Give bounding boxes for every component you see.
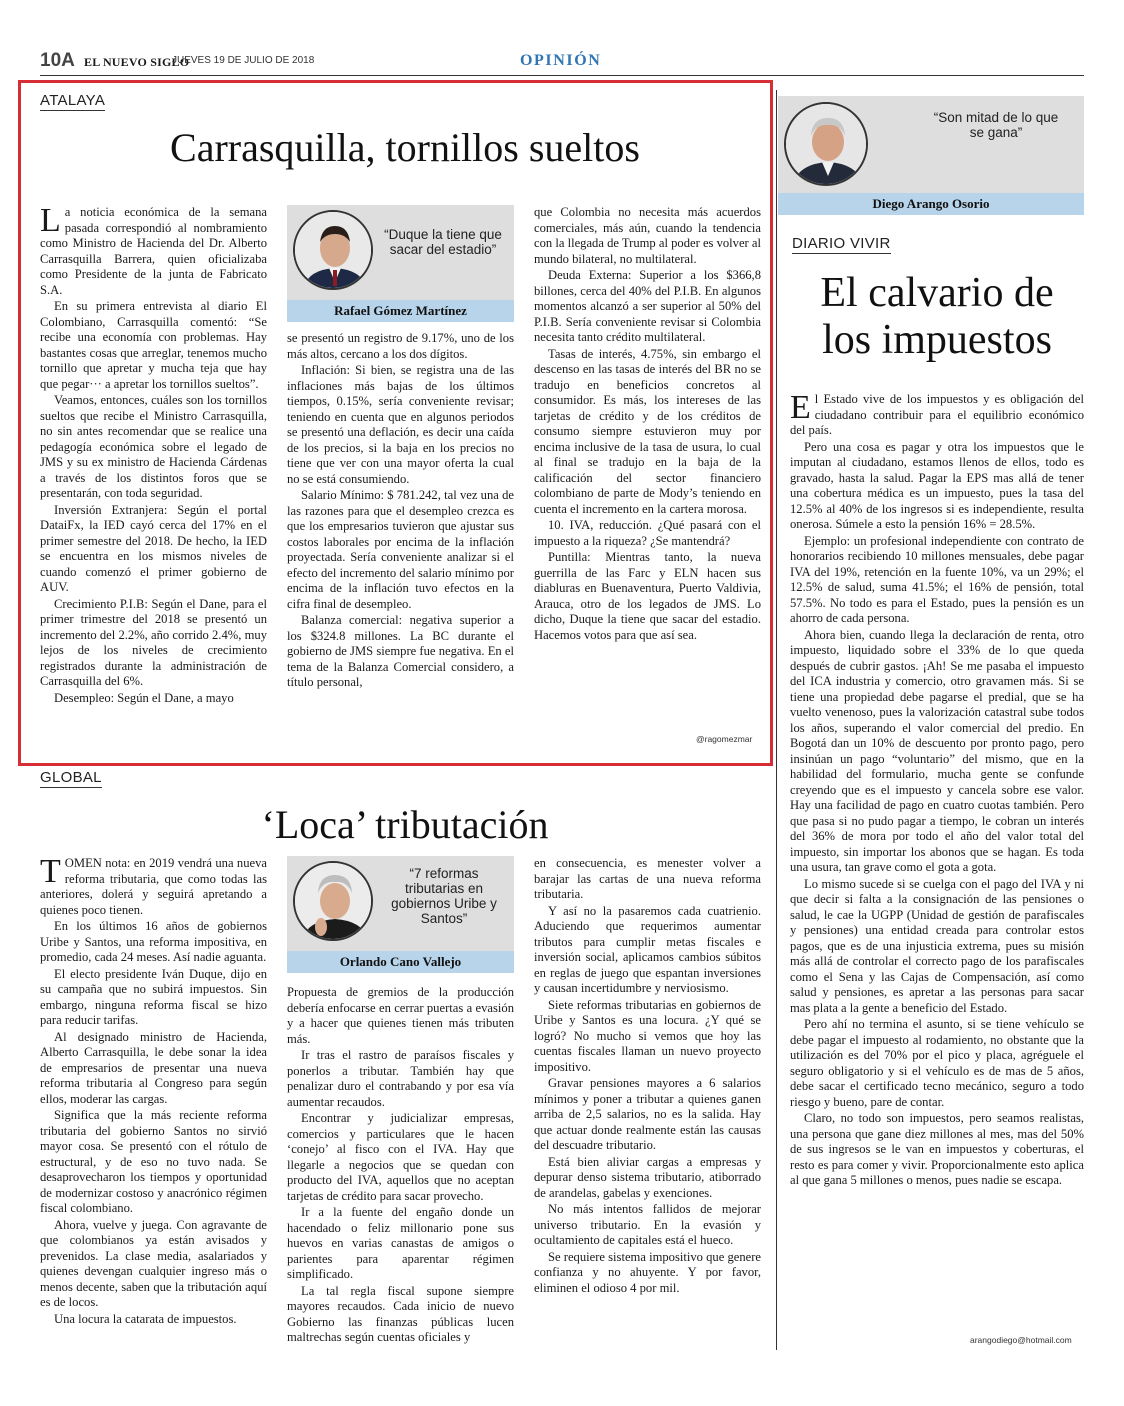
author-photo [293, 861, 373, 941]
paragraph: El electo presidente Iván Duque, dijo en su campaña que no subirá impuestos. Sin embargo, ninguna reforma fiscal se hizo para reducir tarifas. [40, 966, 267, 1027]
paragraph: 10. IVA, reducción. ¿Qué pasará con el impuesto a la riqueza? ¿Se mantendrá? [534, 518, 761, 548]
author-photo [784, 102, 868, 186]
author-email: arangodiego@hotmail.com [970, 1335, 1072, 1345]
paragraph: Veamos, entonces, cuáles son los tornillos sueltos que recibe el Ministro Carrasquilla, no sin antes recomendar que se realice una pedagogía económica sobre el legado de JMS y su ex ministro de Hacienda Cárdenas a través de los distintos foros que se presentarán, con toda seguridad. [40, 393, 267, 500]
paragraph: El Estado vive de los impuestos y es obligación del ciudadano contribuir para el equilibrio económico del país. [790, 389, 1084, 437]
author-quote: “7 reformas tributarias en gobiernos Uribe y Santos” [391, 866, 497, 926]
paragraph: Ir a la fuente del engaño donde un hacendado o feliz millonario pone sus huevos en varias canastas de amigos o parientes para aparentar régimen simplificado. [287, 1205, 514, 1281]
paragraph: Tasas de interés, 4.75%, sin embargo el descenso en las tasas de interés del BR no se tradujo en beneficios concretos al consumidor. Es más, los intereses de las tarjetas de crédito y de los créditos de consumo siempre estuvieron muy por encima inclusive de la tasa de usura, lo cual al final se tradujo en la baja de la calificación del sector financiero colombiano de parte de Mody’s teniendo en cuenta el incremento en la cartera morosa. [534, 346, 761, 516]
issue-date: JUEVES 19 DE JULIO DE 2018 [172, 55, 315, 66]
page-number: 10A [40, 50, 75, 71]
atalaya-kicker: ATALAYA [40, 92, 106, 109]
diario-author-box [778, 96, 1084, 215]
author-quote: “Duque la tiene que sacar del estadio” [384, 227, 502, 257]
paragraph: Lo mismo sucede si se cuelga con el pago del IVA y ni que decir si falta a la consignación de las pensiones o salud, le cae la UGPP (Unidad de gestión de parafiscales y pensiones) una entidad creada para controlar estos pagos, que es de una injusticia extrema, pues su misión más allá de controlar el correcto pago de los parafiscales como el Sena y las Cajas de Compensación, así como salud y pensiones, es apretar a las personas para sacar mas plata a la gente a beneficio del Estado. [790, 876, 1084, 1015]
global-author-box [287, 856, 514, 973]
paragraph: Al designado ministro de Hacienda, Alberto Carrasquilla, le debe sonar la idea de empresarios de presentar una nueva reforma tributaria al Congreso para según ellos, moderar las cargas. [40, 1029, 267, 1106]
global-kicker: GLOBAL [40, 769, 102, 786]
newspaper-name: EL NUEVO SIGLO [84, 55, 190, 69]
paragraph: Ir tras el rastro de paraísos fiscales y ponerlos a tributar. También hay que penalizar duro el contrabando y por esa vía aumentar recaudos. [287, 1048, 514, 1109]
headline-line: El calvario de [820, 270, 1054, 316]
global-column-1 [40, 853, 267, 1328]
diario-kicker: DIARIO VIVIR [792, 235, 891, 252]
paragraph: Encontrar y judicializar empresas, comercios y particulares que le hacen ‘conejo’ al fisco con el IVA. Hay que llegarle a negocios que se quedan con producto del IVA, aquellos que no aceptan tarjetas de crédito para sacar provecho. [287, 1111, 514, 1203]
paragraph: que Colombia no necesita más acuerdos comerciales, más aún, cuando la tendencia con la llegada de Trump al poder es volver al mundo bilateral, no multilateral. [534, 205, 761, 266]
paragraph: Pero ahí no termina el asunto, si se tiene vehículo se debe pagar el impuesto al rodamiento, no obstante que la utilización es del 70% por el pico y placa, agréguele el seguro obligatorio y si el vehículo es de mas de 5 años, debe sacar el certificado tecno mecánico, seguro a todo riesgo y bueno, pare de contar. [790, 1017, 1084, 1109]
diario-headline [790, 270, 1084, 364]
paragraph: La noticia económica de la semana pasada correspondió al nombramiento como Ministro de Hacienda del Dr. Alberto Carrasquilla Barrera, quien oficializaba como Presidente de la junta de Fabricato S.A. [40, 202, 267, 297]
author-photo [293, 210, 373, 290]
drop-cap: L [40, 202, 61, 239]
atalaya-column-2 [287, 331, 514, 692]
paragraph: Significa que la más reciente reforma tributaria del gobierno Santos no sirvió mayor cosa. Se presentó con el rótulo de estructural, y de eso no tuvo nada. Se desaprovecharon los tiempos y oportunidad de modernizar costoso y anacrónico régimen fiscal colombiano. [40, 1108, 267, 1215]
atalaya-column-1 [40, 202, 267, 707]
paragraph: Gravar pensiones mayores a 6 salarios mínimos y poner a tributar a quienes ganen arriba de 2,5 salarios, no es la salida. Hay que actuar donde realmente están las causas del descuadre tributario. [534, 1076, 761, 1152]
paragraph: Pero una cosa es pagar y otra los impuestos que le imputan al ciudadano, estamos llenos de ellos, todo es gravado, hasta la salud. Pagar la EPS mas allá de tener una cobertura médica es un impuesto, pues la tasa del 12.5% al 40% de los ingresos si es independiente, resulta onerosa. Súmele a esto la pensión 16% = 28.5%. [790, 439, 1084, 531]
author-name: Rafael Gómez Martínez [287, 300, 514, 322]
paragraph: Deuda Externa: Superior a los $366,8 billones, cerca del 40% del P.I.B. En algunos momentos alcanzó a ser superior al 50% del P.I.B. Sería conveniente revisar si Colombia necesita tanto crédito multilateral. [534, 268, 761, 344]
paragraph: Una locura la catarata de impuestos. [54, 1311, 237, 1326]
paragraph: En su primera entrevista al diario El Colombiano, Carrasquilla comentó: “Se recibe una economía con problemas. Hay bastantes cosas que arreglar, tenemos mucho tornillo que apretar y mucha teja que hay que pegar··· a apretar los tornillos sueltos”. [40, 299, 267, 391]
headline-line: los impuestos [822, 317, 1052, 364]
section-title: OPINIÓN [520, 52, 602, 69]
masthead [40, 50, 1084, 76]
paragraph: Ahora bien, cuando llega la declaración de renta, otro impuesto, liquidado sobre el 33% de lo que queda después de cubrir gastos. ¡Ah! Se me pasaba el impuesto del ICA industria y comercio, otro gravamen más. Si se tiene una propiedad debe pagarse el predial, que se ha vuelto venenoso, pues la valorización catastral sube todos los años, superando el valor comercial del predio. En Bogotá dan un 10% de descuento por pronto pago, pero insinúan un pago “voluntario” del mismo, que en la habilidad del formulario, mucha gente se confunde creyendo que es el impuesto y cancela sobre ese valor. Hay una facilidad de pago en cuatro cuotas también. Pero que pasa si no pudo pagar a tiempo, le cobran un interés del 36% de mora por todo el año del valor total del impuesto, sin importar los abonos que se hagan. Es toda una usura, tan grave como el gota a gota. [790, 627, 1084, 874]
diario-column [790, 389, 1084, 1190]
paragraph: Balanza comercial: negativa superior a los $324.8 millones. La BC durante el gobierno de JMS siempre fue negativa. En el tema de la Balanza Comercial considero, a título personal, [287, 613, 514, 689]
paragraph: Desempleo: Según el Dane, a mayo [54, 690, 234, 705]
drop-cap: E [790, 389, 811, 426]
author-name: Diego Arango Osorio [778, 193, 1084, 215]
paragraph: Siete reformas tributarias en gobiernos de Uribe y Santos es una locura. ¿Y qué se logró? No mucho si vemos que hoy las cuentas fiscales llaman un nuevo proyecto impositivo. [534, 997, 761, 1074]
paragraph: Inversión Extranjera: Según el portal DataiFx, la IED cayó cerca del 17% en el primer semestre del 2018. De hecho, la IED se encuentra en los mismos niveles de cuando comenzó el primer gobierno de AUV. [40, 502, 267, 594]
paragraph: Crecimiento P.I.B: Según el Dane, para el primer trimestre del 2018 se presentó un incremento del 2.2%, año corrido 2.4%, muy lejos de los niveles de crecimiento registrados durante la administración de Carrasquilla del 6%. [40, 596, 267, 688]
paragraph: Ahora, vuelve y juega. Con agravante de que colombianos ya están avisados y prevenidos. La clase media, asalariados y quienes devengan cualquier ingreso más o menos decente, saben que la tributación aquí es de locos. [40, 1217, 267, 1309]
author-name: Orlando Cano Vallejo [287, 951, 514, 973]
atalaya-headline: Carrasquilla, tornillos sueltos [170, 125, 640, 170]
paragraph: Y así no la pasaremos cada cuatrienio. Aduciendo que requerimos aumentar tributos para cumplir metas fiscales e inversión social, aplicamos cambios súbitos en reglas de juego que espantan inversiones y causan incertidumbre y nerviosismo. [534, 903, 761, 995]
paragraph: En los últimos 16 años de gobiernos Uribe y Santos, una reforma impositiva, en promedio, cada 24 meses. Así nadie aguanta. [40, 919, 267, 964]
paragraph: Se requiere sistema impositivo que genere confianza y no ahuyente. Y por favor, eliminen el odioso 4 por mil. [534, 1249, 761, 1295]
global-column-2 [287, 985, 514, 1347]
paragraph: Salario Mínimo: $ 781.242, tal vez una de las razones para que el desempleo crezca es que los empresarios tuvieron que ajustar sus costos laborales por encima de la inflación proyectada. Sería conveniente analizar si el efecto del incremento del salario mínimo por encima de la inflación tuvo efectos en la cifra final de desempleo. [287, 488, 514, 611]
header-rule [40, 75, 1084, 76]
column-divider [776, 90, 777, 1350]
global-column-3 [534, 856, 761, 1297]
paragraph: La tal regla fiscal supone siempre mayores recaudos. Cada inicio de nuevo Gobierno las finanzas públicas lucen maltrechas según cuentas oficiales y [287, 1283, 514, 1344]
global-headline: ‘Loca’ tributación [261, 802, 549, 847]
author-quote: “Son mitad de lo que se gana” [933, 110, 1059, 140]
paragraph: se presentó un registro de 9.17%, uno de los más altos, cercano a los dos dígitos. [287, 331, 514, 361]
paragraph: Propuesta de gremios de la producción debería enfocarse en cerrar puertas a evasión y a hacer que quienes tienen más tributen más. [287, 985, 514, 1046]
drop-cap: T [40, 853, 61, 890]
paragraph: No más intentos fallidos de mejorar universo tributario. En la evasión y ocultamiento de capitales está el hueco. [534, 1202, 761, 1247]
atalaya-column-3 [534, 205, 761, 644]
paragraph: Inflación: Si bien, se registra una de las inflaciones más bajas de los últimos tiempos, 0.15%, sería conveniente revisar; teniendo en cuenta que en algunos periodos se presentó una deflación, es decir una caída de los precios, si la baja en los precios no tiene que ver con una mayor oferta la cual no se está consumiendo. [287, 363, 514, 486]
paragraph: Ejemplo: un profesional independiente con contrato de honorarios recibiendo 10 millones mensuales, debe pagar IVA del 19%, retención en la fuente 10%, va un 29%; el 12.5% de salud, suma 41.5%; el 16% de pensión, total 57.5%. No todo es para el Estado, pues la pensión es un ahorro de cada persona. [790, 533, 1084, 625]
paragraph: Puntilla: Mientras tanto, la nueva guerrilla de las Farc y ELN hacen sus diabluras en Buenaventura, Puerto Valdivia, Arauca, otro de los legados de JMS. Lo dicho, Duque la tiene que sacar del estadio. Hacemos votos para que así sea. [534, 550, 761, 642]
paragraph: TOMEN nota: en 2019 vendrá una nueva reforma tributaria, que como todas las anteriores, dolerá y seguirá apretando a quienes poco tienen. [40, 853, 267, 917]
atalaya-author-box [287, 205, 514, 322]
paragraph: Claro, no todo son impuestos, pero seamos realistas, una persona que gane diez millones al mes, mas del 50% de sus ingresos se le van en impuestos y coberturas, el resto es para comer y vivir. Proporcionalmente esto aplica al que gana 5 millones o menos, pues nadie se escapa. [790, 1111, 1084, 1187]
paragraph: Está bien aliviar cargas a empresas y depurar denso sistema tributario, atiborrado de arandelas, gabelas y exenciones. [534, 1154, 761, 1200]
author-handle: @ragomezmar [696, 734, 753, 744]
paragraph: en consecuencia, es menester volver a barajar las cartas de una nueva reforma tributaria. [534, 856, 761, 901]
